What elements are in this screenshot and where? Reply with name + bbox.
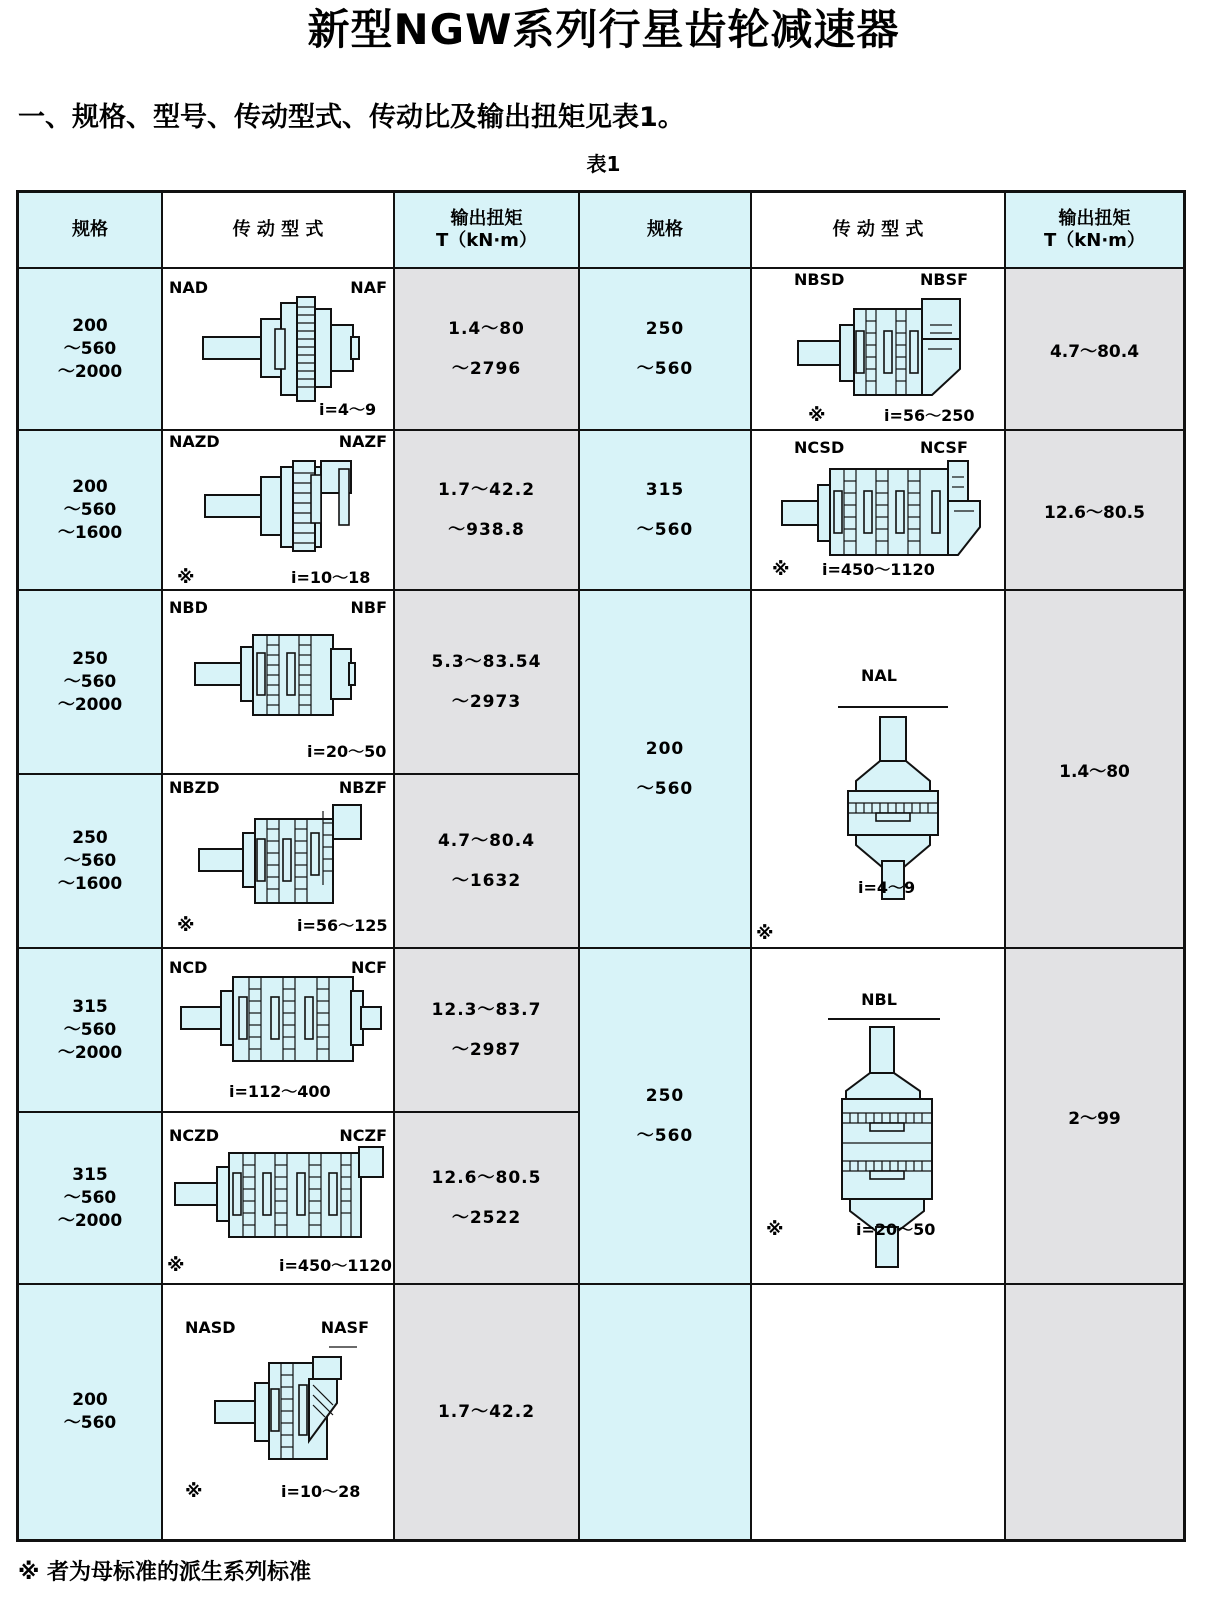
empty-spec-cell	[580, 1285, 752, 1539]
ratio-label: i=450～1120	[822, 560, 935, 579]
model-label-left: NASD	[185, 1318, 236, 1337]
footnote: ※ 者为母标准的派生系列标准	[18, 1560, 312, 1585]
header-type-right: 传 动 型 式	[752, 193, 1006, 269]
ratio-label: i=10～28	[281, 1482, 361, 1501]
ratio-label: i=56～250	[884, 406, 975, 425]
transmission-diagram-cell	[163, 591, 395, 775]
model-label-right: NCSF	[920, 438, 968, 457]
spec-cell: 250 ～560	[580, 269, 752, 431]
torque-cell: 4.7～80.4	[1006, 269, 1183, 431]
spec-cell: 250 ～560	[580, 949, 752, 1285]
ratio-label: i=450～1120	[279, 1256, 392, 1275]
transmission-diagram-cell	[752, 591, 1006, 949]
transmission-diagram-cell	[752, 431, 1006, 591]
model-label-right: NBF	[350, 598, 387, 617]
derived-series-mark: ※	[766, 1219, 784, 1240]
torque-cell: 1.4～80 ～2796	[395, 269, 580, 431]
transmission-diagram-cell	[752, 269, 1006, 431]
model-label-left: NCD	[169, 958, 208, 977]
ratio-label: i=20～50	[307, 742, 387, 761]
transmission-diagram-cell	[163, 1285, 395, 1539]
spec-cell: 200 ～560 ～2000	[19, 269, 163, 431]
header-type-left: 传 动 型 式	[163, 193, 395, 269]
torque-cell: 1.4～80	[1006, 591, 1183, 949]
model-label-left: NCSD	[794, 438, 845, 457]
gearbox-diagram	[163, 431, 395, 591]
transmission-diagram-cell	[163, 269, 395, 431]
model-label: NBL	[861, 990, 897, 1009]
spec-table	[16, 190, 1186, 1542]
torque-cell: 1.7～42.2	[395, 1285, 580, 1539]
model-label-left: NAD	[169, 278, 209, 297]
torque-cell: 4.7～80.4 ～1632	[395, 775, 580, 949]
transmission-diagram-cell	[163, 1113, 395, 1285]
ratio-label: i=10～18	[291, 568, 371, 587]
spec-cell: 200 ～560	[19, 1285, 163, 1539]
torque-cell: 2～99	[1006, 949, 1183, 1285]
transmission-diagram-cell	[163, 775, 395, 949]
spec-cell: 200 ～560	[580, 591, 752, 949]
transmission-diagram-cell	[163, 431, 395, 591]
transmission-diagram-cell	[163, 949, 395, 1113]
model-label-right: NCF	[350, 958, 387, 977]
derived-series-mark: ※	[167, 1255, 185, 1276]
model-label-right: NBSF	[920, 270, 969, 289]
header-torque-left: 输出扭矩 T（kN·m）	[395, 193, 580, 269]
spec-cell: 250 ～560 ～2000	[19, 591, 163, 775]
derived-series-mark: ※	[185, 1481, 203, 1502]
empty-diagram-cell	[752, 1285, 1006, 1539]
model-label-right: NAF	[350, 278, 387, 297]
model-label-left: NAZD	[169, 432, 220, 451]
torque-cell: 1.7～42.2 ～938.8	[395, 431, 580, 591]
ratio-label: i=4～9	[319, 400, 377, 419]
torque-cell: 12.3～83.7 ～2987	[395, 949, 580, 1113]
model-label-left: NCZD	[169, 1126, 220, 1145]
derived-series-mark: ※	[808, 405, 826, 426]
model-label-left: NBZD	[169, 778, 220, 797]
empty-torque-cell	[1006, 1285, 1183, 1539]
derived-series-mark: ※	[177, 567, 195, 588]
torque-cell: 12.6～80.5	[1006, 431, 1183, 591]
model-label: NAL	[861, 666, 897, 685]
transmission-diagram-cell	[752, 949, 1006, 1285]
derived-series-mark: ※	[772, 559, 790, 580]
page-title: 新型NGW系列行星齿轮减速器	[307, 5, 900, 54]
model-label-right: NASF	[320, 1318, 369, 1337]
model-label-left: NBSD	[794, 270, 845, 289]
table-caption: 表1	[586, 152, 621, 176]
spec-cell: 315 ～560 ～2000	[19, 949, 163, 1113]
header-torque-right: 输出扭矩 T（kN·m）	[1006, 193, 1183, 269]
header-spec-right: 规格	[580, 193, 752, 269]
model-label-left: NBD	[169, 598, 208, 617]
header-spec-left: 规格	[19, 193, 163, 269]
ratio-label: i=4～9	[858, 878, 916, 897]
spec-cell: 315 ～560	[580, 431, 752, 591]
spec-cell: 315 ～560 ～2000	[19, 1113, 163, 1285]
torque-cell: 5.3～83.54 ～2973	[395, 591, 580, 775]
torque-cell: 12.6～80.5 ～2522	[395, 1113, 580, 1285]
model-label-right: NAZF	[338, 432, 387, 451]
derived-series-mark: ※	[177, 915, 195, 936]
model-label-right: NCZF	[339, 1126, 387, 1145]
model-label-right: NBZF	[338, 778, 387, 797]
section-heading: 一、规格、型号、传动型式、传动比及输出扭矩见表1。	[18, 102, 685, 133]
ratio-label: i=56～125	[297, 916, 388, 935]
derived-series-mark: ※	[756, 923, 774, 944]
spec-cell: 200 ～560 ～1600	[19, 431, 163, 591]
ratio-label: i=112～400	[229, 1082, 331, 1101]
spec-cell: 250 ～560 ～1600	[19, 775, 163, 949]
ratio-label: i=20～50	[856, 1220, 936, 1239]
